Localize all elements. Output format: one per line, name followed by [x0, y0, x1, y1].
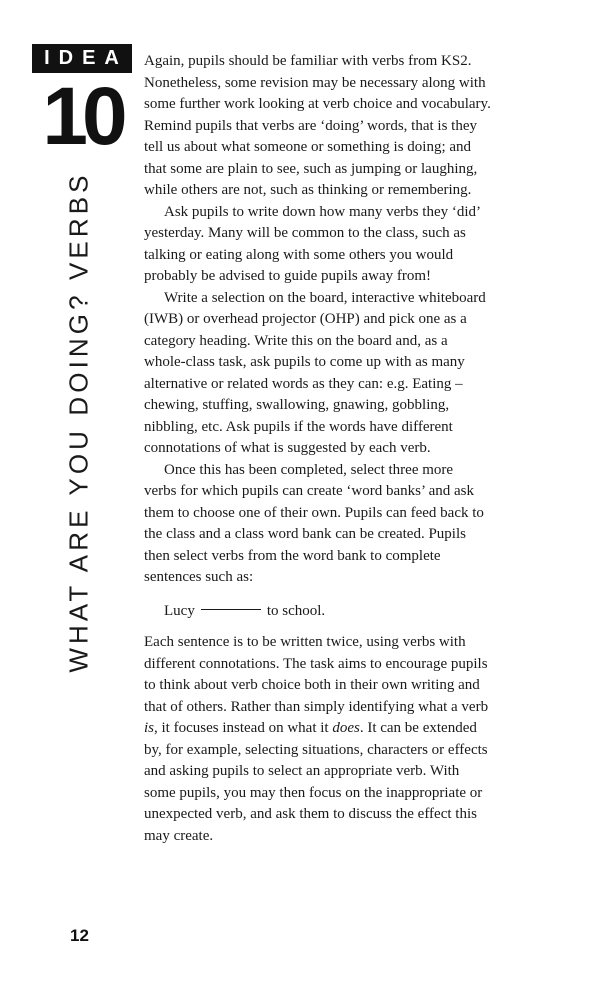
page-number: 12 [70, 926, 89, 945]
text-line: that of others. Rather than simply identifying what a verb [144, 698, 489, 715]
text-line: (IWB) or overhead projector (OHP) and pick one as a [144, 311, 467, 327]
italic-does: does [332, 720, 360, 736]
example-before: Lucy [164, 602, 195, 619]
example-blank [201, 609, 261, 610]
text-line [144, 718, 564, 740]
text-line: may create. [144, 827, 214, 844]
text-line: while others are not, such as thinking or remembering. [144, 182, 472, 198]
text-line: some further work looking at verb choice and vocabulary. [144, 96, 491, 112]
text-fragment: . It can be extended [359, 720, 477, 736]
side-title: WHAT ARE YOU DOING? VERBS [63, 171, 94, 673]
example-after: to school. [266, 602, 326, 619]
paragraph-5 [144, 632, 564, 847]
text-line: tell us about what someone or something is doing; and [144, 139, 472, 155]
text-line: and asking pupils to select an appropriate verb. With [144, 763, 460, 779]
paragraph-4 [144, 460, 564, 589]
idea-label: IDEA [32, 44, 132, 73]
text-line: unexpected verb, and ask them to discuss the effect this [144, 806, 477, 822]
text-line: Again, pupils should be familiar with verbs from KS2. [144, 53, 472, 69]
text-line: nibbling, etc. Ask pupils if the words have different [144, 418, 453, 435]
text-line: category heading. Write this on the board and, as a [144, 332, 448, 349]
text-line: whole-class task, ask pupils to come up with as many [144, 354, 465, 370]
text-line: the class and a class word bank can be created. Pupils [144, 526, 466, 542]
italic-is: is [144, 720, 155, 736]
body-text [144, 51, 564, 847]
example-sentence [164, 601, 564, 623]
text-line: connotations of what is suggested by each verb. [144, 440, 431, 456]
text-line: Once this has been completed, select three more [164, 461, 454, 478]
text-line: alternative or related words as they can: e.g. Eating – [144, 375, 463, 392]
text-line: then select verbs from the word bank to complete [144, 547, 441, 564]
text-line: to think about verb choice both in their own writing and [144, 677, 480, 693]
text-line: by, for example, selecting situations, characters or effects [144, 741, 488, 758]
text-line: different connotations. The task aims to encourage pupils [144, 655, 488, 672]
text-line: Nonetheless, some revision may be necessary along with [144, 74, 486, 91]
text-line: chewing, stuffing, swallowing, gnawing, gobbling, [144, 397, 450, 413]
text-line: Ask pupils to write down how many verbs they ‘did’ [164, 203, 482, 220]
text-line: verbs for which pupils can create ‘word banks’ and ask [144, 483, 475, 499]
text-line: them to choose one of their own. Pupils can feed back to [144, 504, 484, 521]
text-line: talking or eating along with some others you would [144, 246, 454, 263]
text-line: Write a selection on the board, interactive whiteboard [164, 289, 486, 306]
paragraph-2 [144, 202, 564, 288]
text-line: some pupils, you may then focus on the inappropriate or [144, 784, 483, 801]
text-line: Remind pupils that verbs are ‘doing’ words, that is they [144, 117, 477, 134]
text-line: yesterday. Many will be common to the class, such as [144, 225, 466, 241]
idea-number: 10 [42, 71, 122, 162]
text-line: that some are plain to see, such as jumping or laughing, [144, 160, 478, 177]
text-line: sentences such as: [144, 569, 254, 585]
paragraph-1 [144, 51, 564, 202]
text-line: Each sentence is to be written twice, using verbs with [144, 634, 466, 650]
text-line: probably be advised to guide pupils away from! [144, 268, 432, 284]
text-fragment: , it focuses instead on what it [154, 720, 329, 736]
paragraph-3 [144, 288, 564, 460]
